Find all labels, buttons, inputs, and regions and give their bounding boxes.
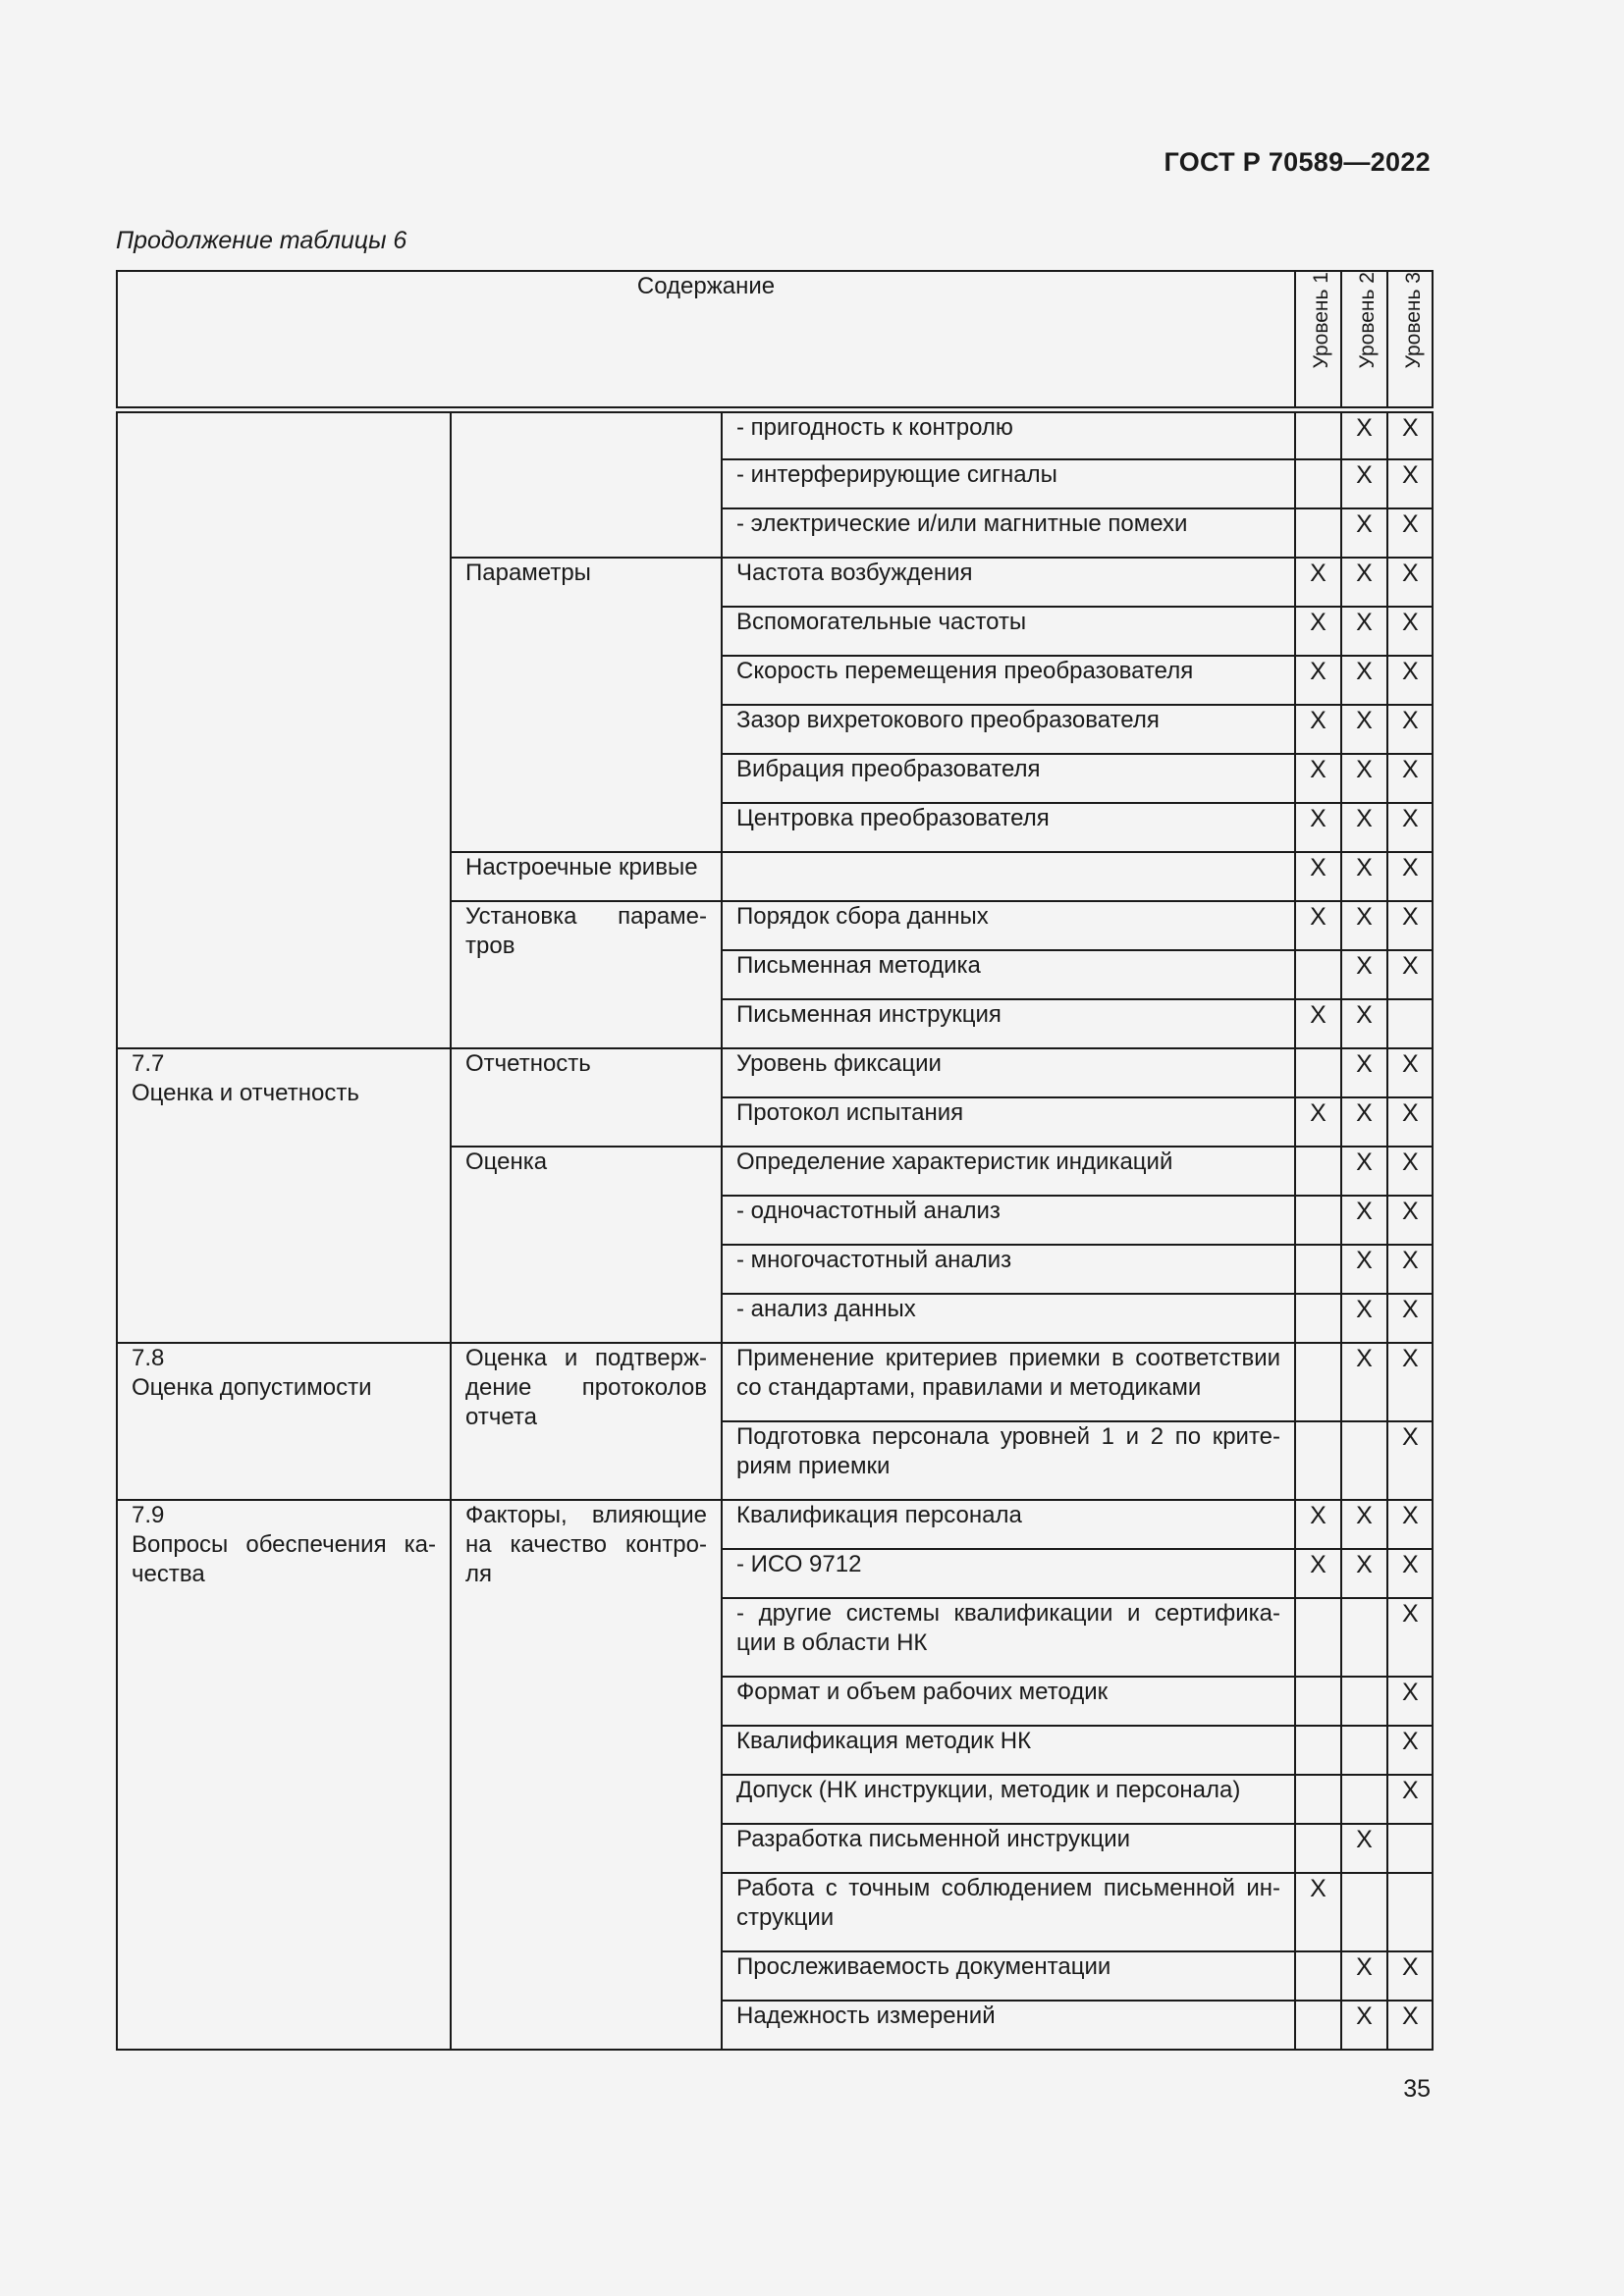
- level-3-mark: X: [1387, 1097, 1433, 1147]
- level-3-mark: X: [1387, 1598, 1433, 1677]
- level-3-mark: X: [1387, 459, 1433, 508]
- level-3-mark: [1387, 1873, 1433, 1951]
- level-3-mark: X: [1387, 1500, 1433, 1549]
- item-cell: [722, 852, 1295, 901]
- table-caption: Продолжение таблицы 6: [116, 227, 407, 254]
- level-3-mark: X: [1387, 754, 1433, 803]
- item-cell: Квалификация методик НК: [722, 1726, 1295, 1775]
- level-2-mark: [1341, 1775, 1387, 1824]
- item-cell: Допуск (НК инструкции, методик и персонала): [722, 1775, 1295, 1824]
- level-1-mark: X: [1295, 999, 1341, 1048]
- level-2-mark: [1341, 1873, 1387, 1951]
- item-cell: Вспомогательные частоты: [722, 607, 1295, 656]
- level-3-mark: X: [1387, 1196, 1433, 1245]
- section-cell-empty: [117, 410, 451, 1048]
- level-2-mark: X: [1341, 1294, 1387, 1343]
- level-2-mark: [1341, 1677, 1387, 1726]
- level-3-mark: X: [1387, 656, 1433, 705]
- item-cell: Центровка преобразователя: [722, 803, 1295, 852]
- item-cell: Письменная инструкция: [722, 999, 1295, 1048]
- section-cell-7-9: 7.9 Вопросы обеспечения ка- чества: [117, 1500, 451, 2050]
- header-level-2: Уровень 2: [1341, 271, 1387, 410]
- item-cell: Прослеживаемость документации: [722, 1951, 1295, 2001]
- level-3-mark: [1387, 1824, 1433, 1873]
- level-1-mark: X: [1295, 1873, 1341, 1951]
- level-2-mark: [1341, 1421, 1387, 1500]
- requirements-table: [116, 270, 1434, 2051]
- item-cell: - многочастотный анализ: [722, 1245, 1295, 1294]
- level-1-mark: X: [1295, 754, 1341, 803]
- level-1-mark: [1295, 1196, 1341, 1245]
- level-3-mark: X: [1387, 1421, 1433, 1500]
- level-3-mark: X: [1387, 1549, 1433, 1598]
- item-cell: Уровень фиксации: [722, 1048, 1295, 1097]
- level-3-mark: X: [1387, 508, 1433, 558]
- header-content: Содержание: [117, 271, 1295, 410]
- item-cell: Применение критериев приемки в соответствии со стандартами, правилами и методиками: [722, 1343, 1295, 1421]
- level-2-mark: X: [1341, 656, 1387, 705]
- level-2-mark: X: [1341, 508, 1387, 558]
- level-1-mark: [1295, 1824, 1341, 1873]
- level-1-mark: [1295, 410, 1341, 459]
- item-cell: Зазор вихретокового преобразователя: [722, 705, 1295, 754]
- level-3-mark: X: [1387, 1726, 1433, 1775]
- level-3-mark: X: [1387, 607, 1433, 656]
- level-3-mark: X: [1387, 410, 1433, 459]
- level-1-mark: X: [1295, 558, 1341, 607]
- group-cell-reporting: Отчетность: [451, 1048, 722, 1147]
- level-1-mark: X: [1295, 901, 1341, 950]
- level-3-mark: X: [1387, 1048, 1433, 1097]
- level-1-mark: [1295, 1245, 1341, 1294]
- level-1-mark: [1295, 1147, 1341, 1196]
- level-2-mark: X: [1341, 1500, 1387, 1549]
- item-cell: Определение характеристик индикаций: [722, 1147, 1295, 1196]
- group-cell-parameters: Параметры: [451, 558, 722, 852]
- level-3-mark: [1387, 999, 1433, 1048]
- level-3-mark: X: [1387, 803, 1433, 852]
- level-2-mark: X: [1341, 410, 1387, 459]
- level-2-mark: X: [1341, 1147, 1387, 1196]
- level-1-mark: [1295, 1951, 1341, 2001]
- table-row: [117, 1048, 1433, 1097]
- level-3-mark: X: [1387, 1343, 1433, 1421]
- item-cell: Порядок сбора данных: [722, 901, 1295, 950]
- level-3-mark: X: [1387, 950, 1433, 999]
- group-cell-empty: [451, 410, 722, 558]
- document-code: ГОСТ Р 70589—2022: [1164, 147, 1431, 177]
- item-cell: - пригодность к контролю: [722, 410, 1295, 459]
- level-2-mark: X: [1341, 999, 1387, 1048]
- item-cell: - анализ данных: [722, 1294, 1295, 1343]
- section-cell-7-7: 7.7 Оценка и отчетность: [117, 1048, 451, 1343]
- item-cell: - интерферирующие сигналы: [722, 459, 1295, 508]
- level-2-mark: X: [1341, 754, 1387, 803]
- level-1-mark: [1295, 508, 1341, 558]
- item-cell: Разработка письменной инструкции: [722, 1824, 1295, 1873]
- level-3-mark: X: [1387, 558, 1433, 607]
- group-cell-curves: Настроечные кривые: [451, 852, 722, 901]
- level-1-mark: X: [1295, 1500, 1341, 1549]
- item-cell: - ИСО 9712: [722, 1549, 1295, 1598]
- level-1-mark: [1295, 950, 1341, 999]
- level-1-mark: [1295, 1343, 1341, 1421]
- group-cell-evaluation: Оценка: [451, 1147, 722, 1343]
- level-1-mark: [1295, 1775, 1341, 1824]
- header-level-3: Уровень 3: [1387, 271, 1433, 410]
- level-1-mark: [1295, 2001, 1341, 2050]
- level-2-mark: X: [1341, 1951, 1387, 2001]
- item-cell: Вибрация преобразователя: [722, 754, 1295, 803]
- level-1-mark: X: [1295, 1097, 1341, 1147]
- level-1-mark: X: [1295, 607, 1341, 656]
- group-cell-setup: Установка параме- тров: [451, 901, 722, 1048]
- table-row: [117, 410, 1433, 459]
- level-2-mark: X: [1341, 1549, 1387, 1598]
- level-2-mark: X: [1341, 1245, 1387, 1294]
- level-1-mark: [1295, 1598, 1341, 1677]
- level-1-mark: [1295, 1421, 1341, 1500]
- table-row: [117, 1500, 1433, 1549]
- level-2-mark: X: [1341, 2001, 1387, 2050]
- level-3-mark: X: [1387, 901, 1433, 950]
- item-cell: Подготовка персонала уровней 1 и 2 по крите- риям приемки: [722, 1421, 1295, 1500]
- level-2-mark: X: [1341, 901, 1387, 950]
- table-header-row: [117, 271, 1433, 410]
- section-cell-7-8: 7.8 Оценка допустимости: [117, 1343, 451, 1500]
- level-2-mark: X: [1341, 803, 1387, 852]
- level-3-mark: X: [1387, 1294, 1433, 1343]
- level-2-mark: X: [1341, 1097, 1387, 1147]
- item-cell: Надежность измерений: [722, 2001, 1295, 2050]
- level-1-mark: [1295, 1294, 1341, 1343]
- group-cell-factors: Факторы, влияющие на качество контро- ля: [451, 1500, 722, 2050]
- level-2-mark: X: [1341, 1048, 1387, 1097]
- level-2-mark: X: [1341, 607, 1387, 656]
- level-2-mark: X: [1341, 1196, 1387, 1245]
- table-row: [117, 1343, 1433, 1421]
- level-1-mark: X: [1295, 803, 1341, 852]
- item-cell: Формат и объем рабочих методик: [722, 1677, 1295, 1726]
- item-cell: - одночастотный анализ: [722, 1196, 1295, 1245]
- page-number: 35: [1403, 2075, 1431, 2103]
- item-cell: - другие системы квалификации и сертифика- ции в области НК: [722, 1598, 1295, 1677]
- level-1-mark: X: [1295, 656, 1341, 705]
- level-1-mark: [1295, 459, 1341, 508]
- level-3-mark: X: [1387, 2001, 1433, 2050]
- level-1-mark: X: [1295, 1549, 1341, 1598]
- level-1-mark: X: [1295, 705, 1341, 754]
- item-cell: - электрические и/или магнитные помехи: [722, 508, 1295, 558]
- group-cell-confirmation: Оценка и подтверж- дение протоколов отчета: [451, 1343, 722, 1500]
- item-cell: Протокол испытания: [722, 1097, 1295, 1147]
- item-cell: Частота возбуждения: [722, 558, 1295, 607]
- level-3-mark: X: [1387, 1245, 1433, 1294]
- level-3-mark: X: [1387, 1775, 1433, 1824]
- level-2-mark: X: [1341, 950, 1387, 999]
- level-3-mark: X: [1387, 852, 1433, 901]
- item-cell: Письменная методика: [722, 950, 1295, 999]
- level-2-mark: X: [1341, 459, 1387, 508]
- level-3-mark: X: [1387, 1951, 1433, 2001]
- level-2-mark: X: [1341, 1343, 1387, 1421]
- level-2-mark: X: [1341, 558, 1387, 607]
- level-3-mark: X: [1387, 1147, 1433, 1196]
- item-cell: Работа с точным соблюдением письменной ин- струкции: [722, 1873, 1295, 1951]
- level-2-mark: [1341, 1726, 1387, 1775]
- header-level-1: Уровень 1: [1295, 271, 1341, 410]
- level-1-mark: [1295, 1048, 1341, 1097]
- level-1-mark: X: [1295, 852, 1341, 901]
- item-cell: Квалификация персонала: [722, 1500, 1295, 1549]
- item-cell: Скорость перемещения преобразователя: [722, 656, 1295, 705]
- level-1-mark: [1295, 1677, 1341, 1726]
- level-1-mark: [1295, 1726, 1341, 1775]
- level-2-mark: [1341, 1598, 1387, 1677]
- level-3-mark: X: [1387, 1677, 1433, 1726]
- level-2-mark: X: [1341, 1824, 1387, 1873]
- level-2-mark: X: [1341, 705, 1387, 754]
- level-2-mark: X: [1341, 852, 1387, 901]
- level-3-mark: X: [1387, 705, 1433, 754]
